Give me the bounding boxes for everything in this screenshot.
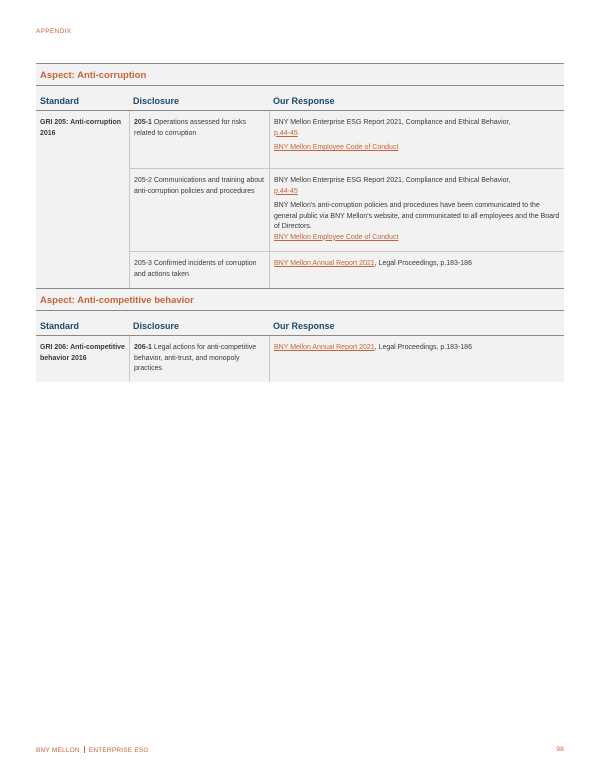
page-link[interactable]: p.44-45 [274, 129, 298, 137]
table-row [129, 251, 564, 292]
response-header: Our Response [273, 96, 335, 106]
response-paragraph: BNY Mellon's anti-corruption policies and procedures have been communicated to the general public via BNY Mellon's website, and communicated to all employees and the Board of Directors. [274, 202, 560, 230]
table-header [36, 311, 564, 336]
table-row [36, 111, 564, 292]
standard-header: Standard [40, 321, 80, 331]
response-text: , Legal Proceedings, p.183-186 [374, 260, 472, 267]
standard-cell: GRI 205: Anti-corruption 2016 [40, 119, 122, 137]
standard-header: Standard [40, 96, 80, 106]
anti-competitive-section [36, 288, 564, 382]
page-link[interactable]: p.44-45 [274, 187, 298, 195]
disclosure-cell: 205-2 Communications and training about anti-corruption policies and procedures [129, 169, 269, 251]
aspect-title: Aspect: Anti-competitive behavior [36, 288, 564, 311]
response-cell [269, 252, 564, 292]
disclosure-header: Disclosure [133, 96, 180, 106]
footer-report: ENTERPRISE ESG [88, 747, 149, 754]
standard-cell: GRI 206: Anti-competitive behavior 2016 [40, 344, 125, 362]
anti-corruption-section [36, 63, 564, 292]
disclosure-text: Legal actions for anti-competitive behavior, anti-trust, and monopoly practices [134, 344, 257, 372]
disclosure-group [129, 111, 564, 292]
aspect-title: Aspect: Anti-corruption [36, 63, 564, 86]
table-row [129, 111, 564, 168]
annual-report-link[interactable]: BNY Mellon Annual Report 2021 [274, 260, 375, 267]
response-text: BNY Mellon Enterprise ESG Report 2021, Compliance and Ethical Behavior, p.44-45 [274, 119, 511, 137]
footer-brand [36, 746, 149, 754]
response-header: Our Response [273, 321, 335, 331]
disclosure-header: Disclosure [133, 321, 180, 331]
response-cell [269, 336, 564, 382]
response-cell [269, 111, 564, 168]
table-row [36, 336, 564, 382]
response-text: BNY Mellon Enterprise ESG Report 2021, Compliance and Ethical Behavior, p.44-45 [274, 177, 511, 195]
table-header [36, 86, 564, 111]
table-row [129, 168, 564, 251]
annual-report-link[interactable]: BNY Mellon Annual Report 2021 [274, 344, 375, 351]
footer-company: BNY MELLON [36, 747, 80, 754]
disclosure-cell: 205-3 Confirmed incidents of corruption and actions taken [129, 252, 269, 292]
footer-divider [84, 746, 85, 753]
response-text: , Legal Proceedings, p.183-186 [374, 344, 472, 351]
page-number: 98 [556, 746, 564, 753]
disclosure-code: 206-1 [134, 344, 152, 351]
disclosure-cell [129, 336, 269, 382]
disclosure-text: Operations assessed for risks related to corruption [134, 119, 247, 137]
appendix-label: APPENDIX [36, 28, 72, 35]
code-of-conduct-link[interactable]: BNY Mellon Employee Code of Conduct [274, 233, 399, 241]
disclosure-code: 205-1 [134, 119, 152, 126]
disclosure-cell [129, 111, 269, 168]
code-of-conduct-link[interactable]: BNY Mellon Employee Code of Conduct [274, 144, 399, 151]
response-cell [269, 169, 564, 251]
